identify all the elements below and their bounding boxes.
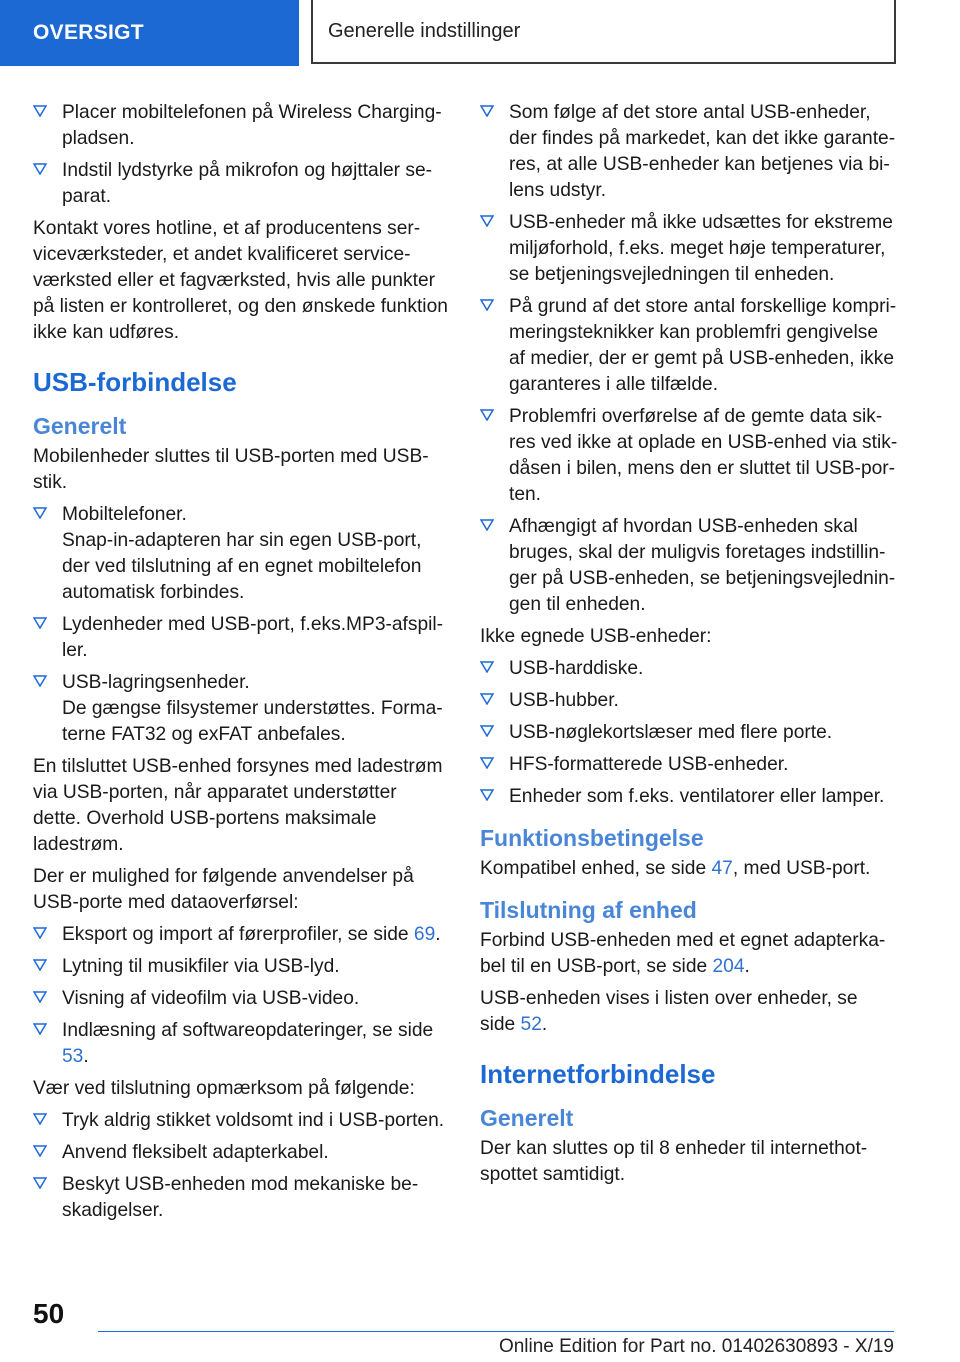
list-item-text: Eksport og import af førerprofiler, se side	[62, 924, 414, 945]
overview-tab[interactable]: OVERSIGT	[0, 0, 299, 66]
triangle-bullet-icon	[480, 517, 494, 531]
list-item-text: USB-enheder må ikke udsættes for ekstreme miljøforhold, f.eks. meget høje temperaturer, se betjeningsvejledningen til enheden.	[509, 212, 893, 285]
list-item	[33, 502, 448, 606]
heading-internetforbindelse: Internetforbindelse	[480, 1059, 716, 1089]
page-link[interactable]: 69	[413, 924, 436, 945]
subheading-generelt: Generelt	[480, 1105, 574, 1131]
heading-usb: USB-forbindelse	[33, 367, 237, 397]
list-item	[33, 986, 448, 1012]
triangle-bullet-icon	[33, 1175, 47, 1189]
left-column	[33, 100, 448, 1230]
page-link[interactable]: 47	[711, 858, 733, 879]
list-item-text: Tryk aldrig stikket voldsomt ind i USB-porten.	[62, 1110, 445, 1131]
list-item	[480, 752, 898, 778]
triangle-bullet-icon	[33, 103, 47, 117]
list-item-text: Lytning til musikfiler via USB-lyd.	[62, 956, 340, 977]
list-item-text: HFS-formatterede USB-enheder.	[509, 754, 789, 775]
list-item-text: Problemfri overførelse af de gemte data sik-res ved ikke at oplade en USB-enhed via stik-dåsen i bilen, mens den er sluttet til USB-por-ten.	[509, 406, 898, 505]
triangle-bullet-icon	[33, 989, 47, 1003]
list-item	[33, 670, 448, 748]
page-header	[0, 0, 960, 66]
list-item	[480, 656, 898, 682]
paragraph: Forbind USB-enheden med et egnet adapterka-bel til en USB-port, se side 204.	[480, 930, 886, 977]
paragraph: Der kan sluttes op til 8 enheder til internethot-spottet samtidigt.	[480, 1138, 868, 1185]
triangle-bullet-icon	[33, 1021, 47, 1035]
page-link[interactable]: 204	[712, 956, 745, 977]
list-item-text: Lydenheder med USB-port, f.eks.MP3-afspil-ler.	[62, 614, 444, 661]
paragraph: USB-enheden vises i listen over enheder, se side 52.	[480, 988, 858, 1035]
list-item-text: USB-nøglekortslæser med flere porte.	[509, 722, 833, 743]
list-item	[480, 784, 898, 810]
list-item	[480, 720, 898, 746]
list-item	[33, 158, 448, 210]
subheading-funktionsbetingelse: Funktionsbetingelse	[480, 825, 704, 851]
triangle-bullet-icon	[33, 673, 47, 687]
triangle-bullet-icon	[480, 407, 494, 421]
paragraph	[480, 856, 898, 882]
list-item	[33, 1172, 448, 1224]
right-column	[480, 100, 898, 1194]
list-item-text: USB-lagringsenheder.	[62, 672, 250, 693]
list-item-text: Mobiltelefoner.	[62, 504, 187, 525]
list-item-text: Som følge af det store antal USB-enheder, der findes på markedet, kan det ikke garante-res, at alle USB-enheder kan betjenes via bi-lens udstyr.	[509, 102, 896, 201]
list-item	[480, 210, 898, 288]
paragraph-text: , med USB-port.	[732, 858, 871, 879]
triangle-bullet-icon	[480, 691, 494, 705]
paragraph: Ikke egnede USB-enheder:	[480, 626, 712, 647]
triangle-bullet-icon	[33, 1143, 47, 1157]
triangle-bullet-icon	[480, 755, 494, 769]
list-item	[480, 100, 898, 204]
paragraph: Vær ved tilslutning opmærksom på følgende:	[33, 1078, 415, 1099]
list-item-text: Enheder som f.eks. ventilatorer eller lamper.	[509, 786, 885, 807]
paragraph: Mobilenheder sluttes til USB-porten med USB-stik.	[33, 446, 429, 493]
list-item-text: Anvend fleksibelt adapterkabel.	[62, 1142, 329, 1163]
triangle-bullet-icon	[33, 957, 47, 971]
subheading-tilslutning: Tilslutning af enhed	[480, 897, 697, 923]
list-item	[480, 294, 898, 398]
list-item-text: Indstil lydstyrke på mikrofon og højttaler se-parat.	[62, 160, 433, 207]
footer-edition: Online Edition for Part no. 01402630893 - X/19	[498, 1336, 894, 1357]
triangle-bullet-icon	[480, 213, 494, 227]
section-title: Generelle indstillinger	[311, 0, 896, 64]
triangle-bullet-icon	[480, 787, 494, 801]
list-item-text: Placer mobiltelefonen på Wireless Charging-pladsen.	[62, 102, 442, 149]
list-item	[33, 1108, 448, 1134]
triangle-bullet-icon	[33, 1111, 47, 1125]
list-item	[33, 100, 448, 152]
list-item-text: Afhængigt af hvordan USB-enheden skal bruges, skal der muligvis foretages indstillin-ger på USB-enheden, se betjeningsvejlednin-gen til enheden.	[509, 516, 896, 615]
triangle-bullet-icon	[33, 161, 47, 175]
triangle-bullet-icon	[33, 925, 47, 939]
page-link[interactable]: 53	[62, 1046, 84, 1067]
list-item-text: USB-harddiske.	[509, 658, 644, 679]
page-link[interactable]: 52	[520, 1014, 542, 1035]
list-item-text: Beskyt USB-enheden mod mekaniske be-skadigelser.	[62, 1174, 419, 1221]
subheading-generelt: Generelt	[33, 413, 127, 439]
list-item: Eksport og import af førerprofiler, se side 69.	[33, 922, 448, 948]
triangle-bullet-icon	[480, 297, 494, 311]
list-item-note: Snap-in-adapteren har sin egen USB-port, der ved tilslutning af en egnet mobiltelefon automatisk forbindes.	[62, 530, 422, 603]
triangle-bullet-icon	[480, 723, 494, 737]
triangle-bullet-icon	[33, 505, 47, 519]
triangle-bullet-icon	[33, 615, 47, 629]
list-item-text: På grund af det store antal forskellige kompri-meringsteknikker kan problemfri gengivelse af medier, der er gemt på USB-enheden, ikke garanteres i alle tilfælde.	[509, 296, 897, 395]
list-item	[480, 514, 898, 618]
list-item	[480, 688, 898, 714]
paragraph-text: Forbind USB-enheden med et egnet adapterka-bel til en USB-port, se side	[480, 930, 886, 977]
paragraph: Der er mulighed for følgende anvendelser på USB-porte med dataoverførsel:	[33, 866, 414, 913]
paragraph: Kontakt vores hotline, et af producentens ser-viceværksteder, et andet kvalificeret service-værksted eller et fagværksted, hvis alle punkter på listen er kontrolleret, og den ønskede funktion ikke kan udføres.	[33, 218, 448, 343]
list-item-note: De gængse filsystemer understøttes. Forma-terne FAT32 og exFAT anbefales.	[62, 698, 443, 745]
triangle-bullet-icon	[480, 659, 494, 673]
list-item	[33, 612, 448, 664]
list-item	[480, 404, 898, 508]
paragraph-text: USB-enheden vises i listen over enheder, se side	[480, 988, 858, 1035]
list-item	[33, 954, 448, 980]
list-item: Indlæsning af softwareopdateringer, se side 53.	[33, 1018, 448, 1070]
footer-divider	[98, 1331, 894, 1332]
page-number: 50	[33, 1298, 65, 1329]
paragraph-text: Kompatibel enhed, se side	[480, 858, 712, 879]
paragraph: En tilsluttet USB-enhed forsynes med ladestrøm via USB-porten, når apparatet understøtter dette. Overhold USB-portens maksimale ladestrøm.	[33, 756, 443, 855]
list-item-text: USB-hubber.	[509, 690, 619, 711]
list-item	[33, 1140, 448, 1166]
triangle-bullet-icon	[480, 103, 494, 117]
list-item-text: Visning af videofilm via USB-video.	[62, 988, 360, 1009]
list-item-text: Indlæsning af softwareopdateringer, se side	[62, 1020, 434, 1041]
